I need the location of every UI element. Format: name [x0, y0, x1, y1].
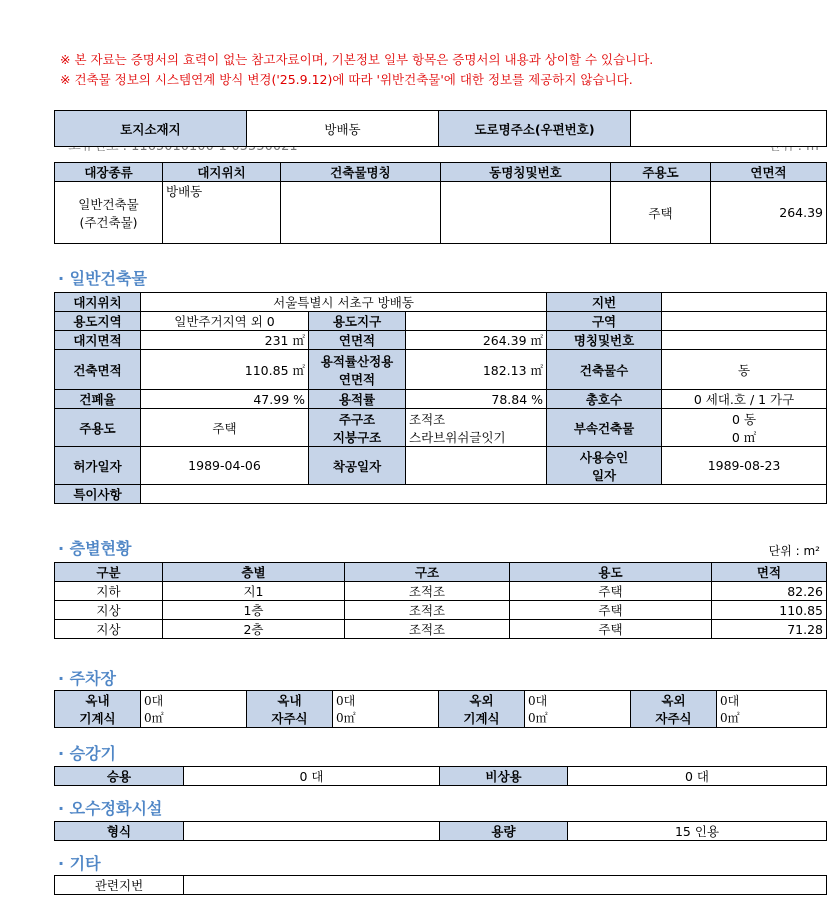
building-area-value: 110.85 ㎡ — [141, 350, 309, 390]
register-type-line2: (주건축물) — [79, 214, 138, 230]
parking-outdoor-self-value — [717, 691, 827, 728]
general-building-title: · 일반건축물 — [58, 269, 147, 288]
floors-value: 동 — [662, 350, 827, 390]
parking-table — [54, 690, 827, 728]
total-area-value: 264.39 ㎡ — [406, 331, 547, 350]
parking-label-line1: 옥외 — [661, 693, 686, 708]
area-zone-label: 구역 — [547, 312, 662, 331]
floors-col-kind: 구분 — [55, 563, 163, 582]
elevator-table — [54, 766, 827, 786]
col-main-use: 주용도 — [611, 163, 711, 182]
annex-label: 부속건축물 — [547, 409, 662, 447]
district-value — [406, 312, 547, 331]
approval-value: 1989-08-23 — [662, 447, 827, 485]
district-label: 용도지구 — [309, 312, 406, 331]
col-dong: 동명칭및번호 — [441, 163, 611, 182]
floor-use: 주택 — [510, 601, 712, 620]
elevator-passenger-value: 0 대 — [184, 767, 440, 786]
floors-title: · 층별현황 — [58, 539, 132, 558]
table-row — [55, 601, 827, 620]
parking-label-line2: 기계식 — [79, 711, 116, 726]
etc-title: · 기타 — [58, 854, 101, 873]
site-area-value: 231 ㎡ — [141, 331, 309, 350]
far-value: 78.84 % — [406, 390, 547, 409]
floor-name: 지1 — [163, 582, 345, 601]
sewage-type-label: 형식 — [55, 822, 184, 841]
floor-use: 주택 — [510, 582, 712, 601]
lot-value — [662, 293, 827, 312]
remarks-label: 특이사항 — [55, 485, 141, 504]
annex-value — [662, 409, 827, 447]
structure-main: 조적조 — [409, 411, 446, 427]
floors-col-structure: 구조 — [345, 563, 510, 582]
notice-system-change: ※ 건축물 정보의 시스템연계 방식 변경('25.9.12)에 따라 '위반건축물'에 대한 정보를 제공하지 않습니다. — [60, 72, 633, 87]
elevator-title: · 승강기 — [58, 744, 117, 763]
far-label: 용적률 — [309, 390, 406, 409]
bcr-label: 건폐율 — [55, 390, 141, 409]
area-zone-value — [662, 312, 827, 331]
structure-label-line2: 지붕구조 — [332, 429, 382, 445]
start-label: 착공일자 — [309, 447, 406, 485]
parking-label-line2: 자주식 — [655, 711, 692, 726]
zone-value: 일반주거지역 외 0 — [141, 312, 309, 331]
parking-indoor-self-label — [247, 691, 333, 728]
elevator-emergency-value: 0 대 — [568, 767, 827, 786]
col-total-area: 연면적 — [711, 163, 827, 182]
parking-label-line2: 자주식 — [271, 711, 308, 726]
related-lot-value — [184, 876, 827, 895]
total-area-label: 연면적 — [309, 331, 406, 350]
parking-label-line2: 기계식 — [463, 711, 500, 726]
parking-outdoor-mechanical-label — [439, 691, 525, 728]
structure-roof: 스라브위쉬글잇기 — [409, 429, 506, 445]
households-value: 0 세대.호 / 1 가구 — [662, 390, 827, 409]
far-area-label-line2: 연면적 — [338, 371, 376, 387]
floor-structure: 조적조 — [345, 582, 510, 601]
total-area-cell: 264.39 — [711, 182, 827, 244]
far-area-value: 182.13 ㎡ — [406, 350, 547, 390]
site-value: 서울특별시 서초구 방배동 — [141, 293, 547, 312]
etc-table — [54, 875, 827, 895]
notice-reference: ※ 본 자료는 증명서의 효력이 없는 참고자료이며, 기본정보 일부 항목은 증명서의 내용과 상이할 수 있습니다. — [60, 52, 654, 67]
approval-label-line1: 사용승인 — [579, 449, 629, 465]
parking-area: 0㎡ — [528, 711, 548, 725]
far-area-label — [309, 350, 406, 390]
floor-name: 2층 — [163, 620, 345, 639]
floors-table — [54, 562, 827, 639]
structure-label — [309, 409, 406, 447]
elevator-emergency-label: 비상용 — [440, 767, 568, 786]
parking-count: 0대 — [528, 694, 548, 708]
building-name-cell — [281, 182, 441, 244]
elevator-passenger-label: 승용 — [55, 767, 184, 786]
floor-structure: 조적조 — [345, 620, 510, 639]
structure-value — [406, 409, 547, 447]
approval-label-line2: 일자 — [591, 467, 617, 483]
sewage-capacity-value: 15 인용 — [568, 822, 827, 841]
parking-area: 0㎡ — [144, 711, 164, 725]
main-use-cell: 주택 — [611, 182, 711, 244]
parking-area: 0㎡ — [336, 711, 356, 725]
permit-label: 허가일자 — [55, 447, 141, 485]
floors-col-use: 용도 — [510, 563, 712, 582]
general-building-table — [54, 292, 827, 504]
main-use-value: 주택 — [141, 409, 309, 447]
households-label: 총호수 — [547, 390, 662, 409]
register-type-line1: 일반건축물 — [78, 196, 139, 212]
sewage-type-value — [184, 822, 440, 841]
bcr-value: 47.99 % — [141, 390, 309, 409]
floor-name: 1층 — [163, 601, 345, 620]
parking-label-line1: 옥외 — [469, 693, 494, 708]
permit-value: 1989-04-06 — [141, 447, 309, 485]
name-no-value — [662, 331, 827, 350]
parking-indoor-mechanical-value — [141, 691, 247, 728]
floor-structure: 조적조 — [345, 601, 510, 620]
annex-area: 0 ㎡ — [731, 429, 757, 445]
floor-kind: 지상 — [55, 601, 163, 620]
parking-indoor-mechanical-label — [55, 691, 141, 728]
parking-label-line1: 옥내 — [277, 693, 302, 708]
lot-label: 지번 — [547, 293, 662, 312]
building-area-label: 건축면적 — [55, 350, 141, 390]
parking-title: · 주차장 — [58, 669, 117, 688]
site-label: 대지위치 — [55, 293, 141, 312]
site-area-label: 대지면적 — [55, 331, 141, 350]
floor-area: 71.28 — [712, 620, 827, 639]
floor-kind: 지상 — [55, 620, 163, 639]
approval-label — [547, 447, 662, 485]
table-row — [55, 582, 827, 601]
remarks-value — [141, 485, 827, 504]
register-type-cell — [55, 182, 163, 244]
road-address-label: 도로명주소(우편번호) — [439, 111, 631, 147]
far-area-label-line1: 용적률산정용 — [320, 353, 394, 369]
floor-area: 110.85 — [712, 601, 827, 620]
col-site: 대지위치 — [163, 163, 281, 182]
parking-label-line1: 옥내 — [85, 693, 110, 708]
parking-count: 0대 — [720, 694, 740, 708]
sewage-table — [54, 821, 827, 841]
parking-indoor-self-value — [333, 691, 439, 728]
site-cell: 방배동 — [163, 182, 281, 244]
parking-count: 0대 — [336, 694, 356, 708]
summary-table — [54, 162, 827, 244]
parking-outdoor-mechanical-value — [525, 691, 631, 728]
table-row — [55, 620, 827, 639]
sewage-capacity-label: 용량 — [440, 822, 568, 841]
start-value — [406, 447, 547, 485]
col-building-name: 건축물명칭 — [281, 163, 441, 182]
dong-cell — [441, 182, 611, 244]
land-label: 토지소재지 — [55, 111, 247, 147]
parking-area: 0㎡ — [720, 711, 740, 725]
road-address-value — [631, 111, 827, 147]
zone-label: 용도지역 — [55, 312, 141, 331]
related-lot-label: 관련지번 — [55, 876, 184, 895]
sewage-title: · 오수정화시설 — [58, 799, 163, 818]
address-table — [54, 110, 827, 147]
col-register-type: 대장종류 — [55, 163, 163, 182]
floors-label: 건축물수 — [547, 350, 662, 390]
floors-col-floor: 층별 — [163, 563, 345, 582]
floor-area: 82.26 — [712, 582, 827, 601]
land-value: 방배동 — [247, 111, 439, 147]
main-use-label: 주용도 — [55, 409, 141, 447]
structure-label-line1: 주구조 — [338, 411, 376, 427]
parking-count: 0대 — [144, 694, 164, 708]
annex-count: 0 동 — [732, 411, 757, 427]
parking-outdoor-self-label — [631, 691, 717, 728]
name-no-label: 명칭및번호 — [547, 331, 662, 350]
floors-col-area: 면적 — [712, 563, 827, 582]
floors-unit: 단위 : m² — [768, 544, 820, 558]
floor-kind: 지하 — [55, 582, 163, 601]
floor-use: 주택 — [510, 620, 712, 639]
